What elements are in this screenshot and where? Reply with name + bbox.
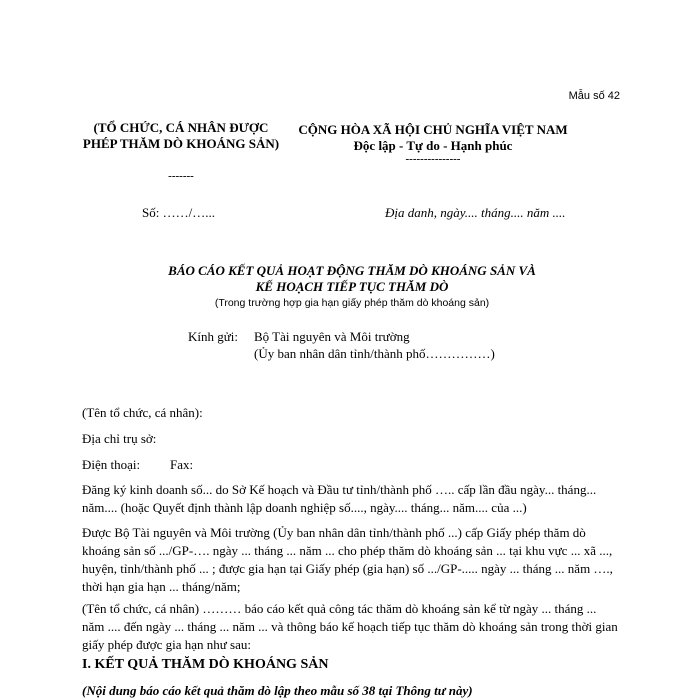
right-header-separator: --------------- bbox=[405, 153, 461, 165]
place-and-date: Địa danh, ngày.... tháng.... năm .... bbox=[385, 205, 566, 220]
report-subtitle: (Trong trường hợp gia hạn giấy phép thăm dò khoáng sản) bbox=[214, 297, 490, 309]
recipient-province: (Ủy ban nhân dân tỉnh/thành phố……………) bbox=[254, 346, 495, 361]
national-motto: Độc lập - Tự do - Hạnh phúc bbox=[353, 138, 513, 153]
document-number: Số: ……/…... bbox=[142, 205, 215, 220]
section-1-heading: I. KẾT QUẢ THĂM DÒ KHOÁNG SẢN bbox=[82, 657, 329, 672]
paragraph-report-statement: (Tên tổ chức, cá nhân) ……… báo cáo kết quả công tác thăm dò khoáng sản kể từ ngày ... tháng ... năm .... đến ngày ... tháng ... năm ... và thông báo kế hoạch tiếp tục thăm dò khoáng sản trong thời gian giấy phép được gia hạn như sau: bbox=[82, 601, 618, 652]
recipient-ministry: Bộ Tài nguyên và Môi trường bbox=[254, 329, 410, 344]
report-title-line-2: KẾ HOẠCH TIẾP TỤC THĂM DÒ bbox=[255, 279, 449, 294]
paragraph-exploration-permit: Được Bộ Tài nguyên và Môi trường (Ủy ban nhân dân tỉnh/thành phố ...) cấp Giấy phép thăm dò khoáng sản số .../GP-…. ngày ... tháng ... năm ... cho phép thăm dò khoáng sản ... tại khu vực ... xã ..., huyện, tỉnh/thành phố ... ; được gia hạn tại Giấy phép (gia hạn) số .../GP-..... ngày ... tháng ... năm …., thời hạn gia hạn ... tháng/năm; bbox=[82, 525, 613, 594]
left-header-separator: ------- bbox=[168, 170, 194, 182]
field-address: Địa chỉ trụ sở: bbox=[82, 431, 157, 446]
field-fax: Fax: bbox=[170, 457, 194, 472]
field-phone: Điện thoại: bbox=[82, 457, 141, 472]
recipient-label: Kính gửi: bbox=[188, 329, 239, 344]
report-title-line-1: BÁO CÁO KẾT QUẢ HOẠT ĐỘNG THĂM DÒ KHOÁNG SẢN VÀ bbox=[168, 263, 536, 278]
national-name: CỘNG HÒA XÃ HỘI CHỦ NGHĨA VIỆT NAM bbox=[298, 122, 568, 137]
paragraph-business-registration: Đăng ký kinh doanh số... do Sở Kế hoạch và Đầu tư tỉnh/thành phố ….. cấp lần đầu ngày... tháng... năm.... (hoặc Quyết định thành lập doanh nghiệp số...., ngày.... tháng... năm.... của ...) bbox=[82, 482, 597, 515]
form-number: Mẫu số 42 bbox=[568, 90, 620, 102]
organization-placeholder: (TỔ CHỨC, CÁ NHÂN ĐƯỢC PHÉP THĂM DÒ KHOÁNG SẢN) bbox=[82, 120, 280, 151]
field-organization-name: (Tên tổ chức, cá nhân): bbox=[82, 405, 203, 420]
section-1-note: (Nội dung báo cáo kết quả thăm dò lập theo mẫu số 38 tại Thông tư này) bbox=[82, 683, 473, 698]
